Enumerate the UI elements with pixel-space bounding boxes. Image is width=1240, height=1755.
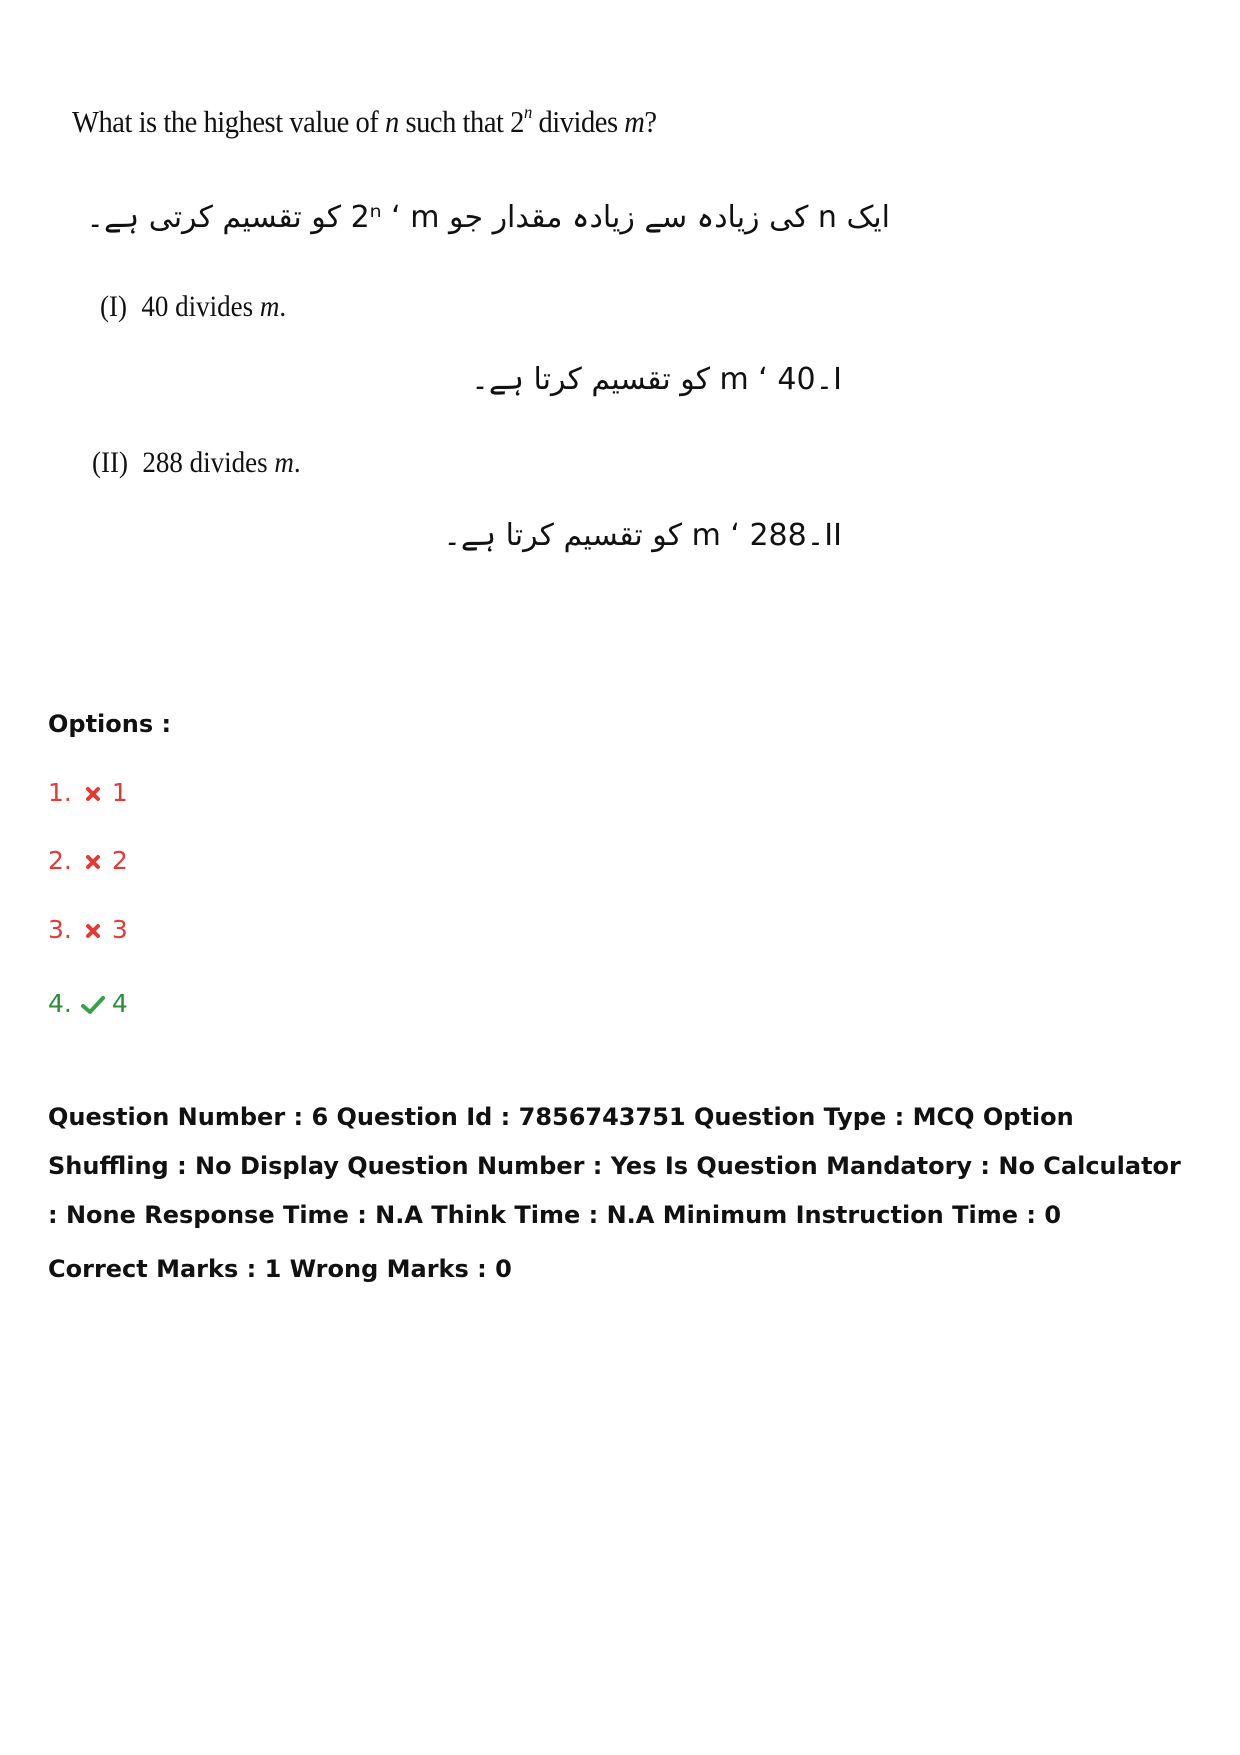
question-image — [0, 0, 1240, 640]
statement-2: (II) 288 divides m. — [92, 446, 301, 479]
option-2: 2. 2 — [48, 846, 128, 875]
option-3: 3. 3 — [48, 915, 128, 944]
statement-1: (I) 40 divides m. — [100, 290, 287, 323]
statement-1-urdu: I۔40 ‘ m کو تقسیم کرتا ہے۔ — [471, 362, 842, 397]
question-text-urdu: ایک n کی زیادہ سے زیادہ مقدار جو 2ⁿ ‘ m کو تقسیم کرتی ہے۔ — [86, 200, 890, 235]
cross-icon — [78, 781, 108, 805]
option-4: 4. 4 — [48, 989, 128, 1018]
question-text: What is the highest value of n such that 2$^n$ divides m? — [72, 102, 657, 139]
marks-info: Correct Marks : 1 Wrong Marks : 0 — [48, 1255, 512, 1283]
check-icon — [78, 992, 108, 1016]
option-1: 1. 1 — [48, 778, 128, 807]
cross-icon — [78, 918, 108, 942]
options-label: Options : — [48, 710, 172, 738]
question-meta: Question Number : 6 Question Id : 7856743751 Question Type : MCQ Option Shuffling : No Display Question Number : Yes Is Question Mandatory : No Calculator : None Response Time : N.A Think Time : N.A Minimum Instruction Time : 0 — [48, 1103, 1181, 1229]
statement-2-urdu: II۔288 ‘ m کو تقسیم کرتا ہے۔ — [443, 518, 842, 553]
cross-icon — [78, 849, 108, 873]
